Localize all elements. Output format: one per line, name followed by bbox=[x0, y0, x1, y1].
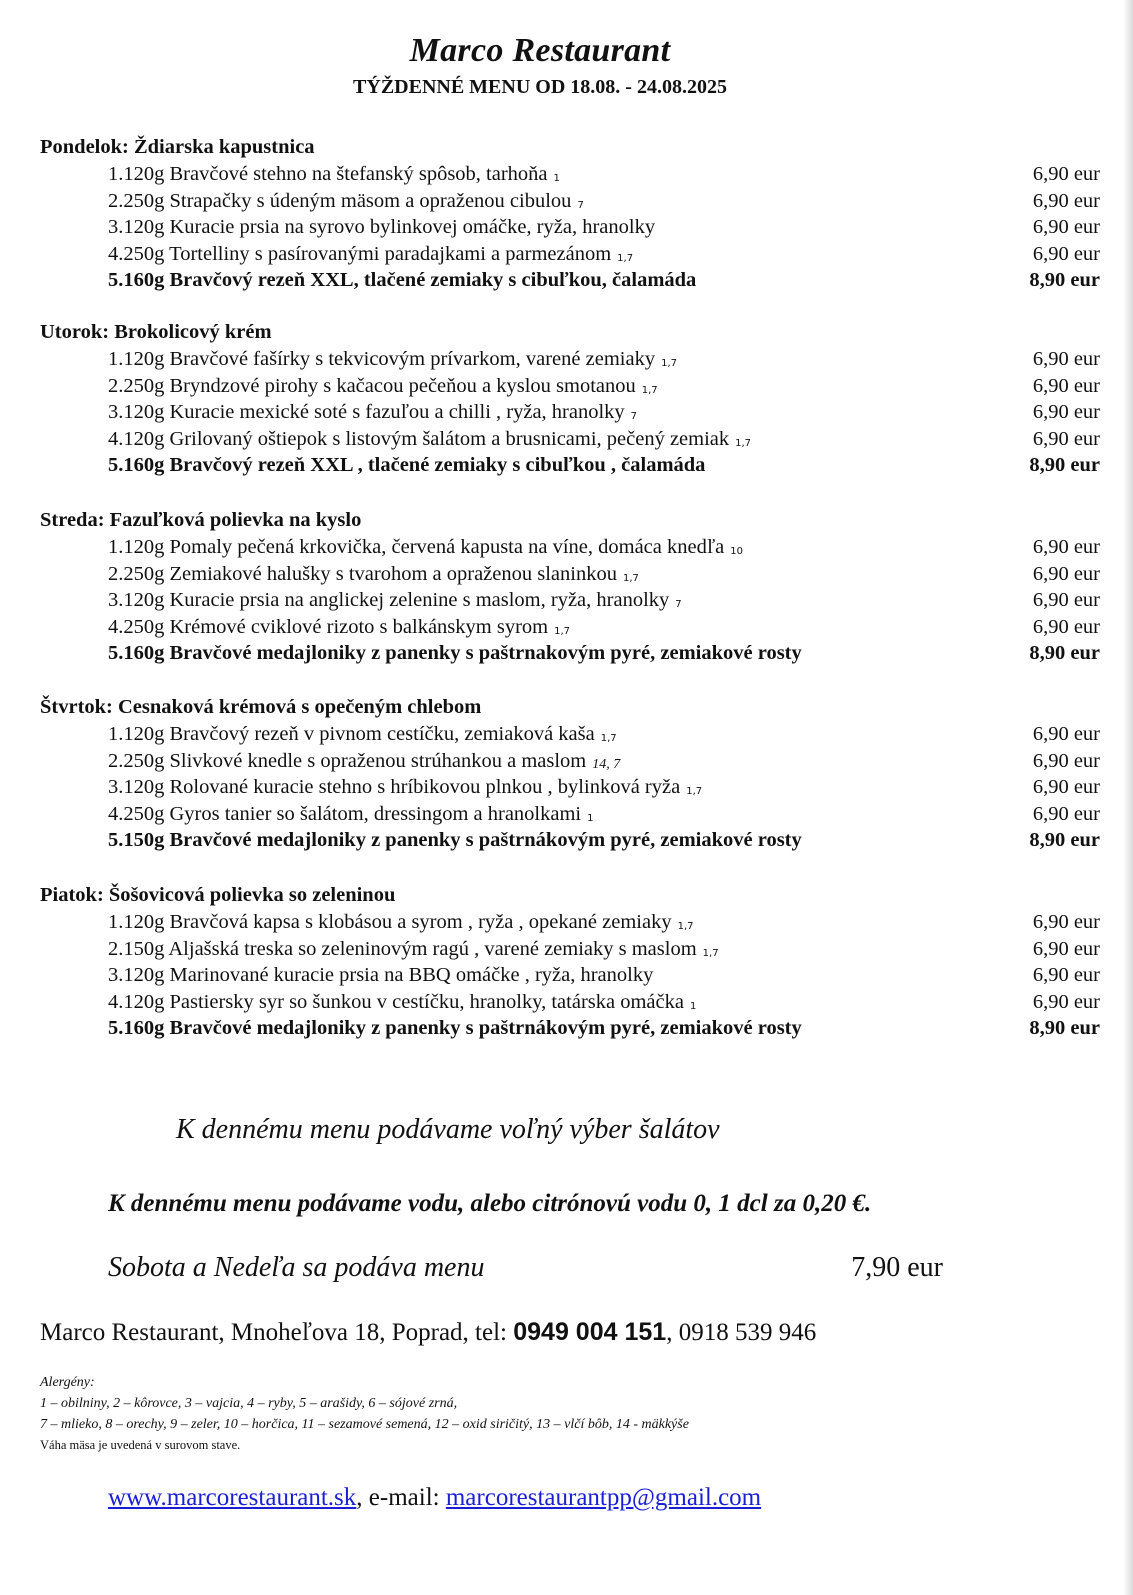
menu-item-text: 1.120g Bravčová kapsa s klobásou a syrom , ryža , opekané zemiaky bbox=[108, 911, 672, 933]
menu-item-price: 6,90 eur bbox=[1032, 401, 1100, 424]
restaurant-title: Marco Restaurant bbox=[409, 32, 671, 69]
menu-item-allergens: 1 bbox=[553, 173, 560, 184]
menu-item bbox=[40, 346, 1100, 373]
menu-item-allergens: 1,7 bbox=[686, 786, 703, 798]
menu-item-price: 6,90 eur bbox=[1032, 723, 1100, 745]
allergen-title: Alergény: bbox=[40, 1375, 95, 1390]
menu-item bbox=[40, 614, 1100, 641]
menu-item-price: 6,90 eur bbox=[1032, 163, 1100, 185]
menu-item bbox=[40, 214, 1100, 241]
menu-item-allergens: 7 bbox=[675, 599, 682, 611]
menu-item-text: 1.120g Bravčový rezeň v pivnom cestíčku, zemiaková kaša bbox=[108, 723, 595, 745]
menu-item bbox=[40, 561, 1100, 588]
menu-item-price: 8,90 eur bbox=[1029, 642, 1100, 665]
menu-item-text: 1.120g Pomaly pečená krkovička, červená kapusta na víne, domáca knedľa bbox=[108, 536, 725, 558]
menu-item-text: 3.120g Kuracie prsia na anglickej zelenine s maslom, ryža, hranolky bbox=[108, 589, 670, 612]
menu-item bbox=[40, 267, 1100, 294]
website-link[interactable]: www.marcorestaurant.sk bbox=[108, 1484, 357, 1511]
menu-item-text: 2.250g Slivkové knedle s opraženou strúhankou a maslom bbox=[108, 749, 587, 772]
menu-item-price: 8,90 eur bbox=[1029, 1017, 1100, 1040]
menu-item-allergens: 1,7 bbox=[554, 625, 571, 637]
menu-item-text: 4.120g Grilovaný oštiepok s listovým šalátom a brusnicami, pečený zemiak bbox=[108, 427, 730, 450]
menu-item-allergens: 14, 7 bbox=[592, 756, 621, 772]
menu-item bbox=[40, 801, 1100, 828]
menu-item-price: 6,90 eur bbox=[1032, 990, 1100, 1013]
menu-item-description bbox=[108, 640, 802, 667]
menu-item-text: 4.250g Krémové cviklové rizoto s balkánskym syrom bbox=[108, 615, 549, 638]
menu-item-allergens: 1,7 bbox=[661, 358, 677, 369]
menu-item-price: 6,90 eur bbox=[1032, 776, 1100, 799]
menu-item-text: 2.150g Aljašská treska so zeleninovým ragú , varené zemiaky s maslom bbox=[108, 937, 697, 960]
menu-item-allergens: 7 bbox=[577, 199, 584, 211]
menu-item-price: 6,90 eur bbox=[1032, 911, 1100, 933]
menu-item-price: 6,90 eur bbox=[1032, 427, 1100, 450]
menu-item bbox=[40, 827, 1100, 854]
menu-item-description bbox=[108, 267, 696, 294]
menu-item-allergens: 1,7 bbox=[735, 437, 752, 449]
allergen-legend bbox=[40, 1372, 689, 1456]
menu-item bbox=[40, 909, 1100, 936]
day-heading: Štvrtok: Cesnaková krémová s opečeným chlebom bbox=[40, 696, 482, 718]
email-label: , e-mail: bbox=[356, 1484, 446, 1511]
menu-item bbox=[40, 188, 1100, 215]
menu-item-allergens: 7 bbox=[630, 411, 638, 423]
menu-item-allergens: 1 bbox=[689, 1000, 697, 1012]
menu-item-allergens: 1,7 bbox=[702, 947, 719, 959]
menu-item-text: 3.120g Kuracie prsia na syrovo bylinkovej omáčke, ryža, hranolky bbox=[108, 216, 656, 239]
menu-item-allergens: 1,7 bbox=[600, 733, 617, 744]
menu-item bbox=[40, 399, 1100, 426]
menu-item-description bbox=[108, 214, 655, 241]
day-heading: Piatok: Šošovicová polievka so zeleninou bbox=[40, 884, 396, 906]
menu-item-text: 5.160g Bravčové medajloniky z panenky s paštrnákovým pyré, zemiakové rosty bbox=[108, 1017, 802, 1040]
menu-item-price: 6,90 eur bbox=[1032, 749, 1100, 772]
menu-date-range: TÝŽDENNÉ MENU OD 18.08. - 24.08.2025 bbox=[353, 76, 727, 98]
menu-item-text: 1.120g Bravčové stehno na štefanský spôsob, tarhoňa bbox=[108, 163, 548, 185]
menu-item-text: 5.150g Bravčové medajloniky z panenky s paštrnákovým pyré, zemiakové rosty bbox=[108, 829, 802, 852]
menu-item-text: 4.120g Pastiersky syr so šunkou v cestíčku, hranolky, tatárska omáčka bbox=[108, 990, 684, 1013]
menu-item-allergens: 10 bbox=[730, 546, 743, 557]
menu-item-price: 6,90 eur bbox=[1032, 536, 1100, 558]
weekend-menu-price: 7,90 eur bbox=[851, 1252, 943, 1283]
weekend-menu-note bbox=[108, 1252, 943, 1284]
allergen-line-1: 1 – obilniny, 2 – kôrovce, 3 – vajcia, 4 – ryby, 5 – arašidy, 6 – sójové zrná, bbox=[40, 1396, 458, 1411]
address-text: Marco Restaurant, Mnoheľova 18, Poprad, tel: bbox=[40, 1319, 514, 1346]
menu-item-price: 6,90 eur bbox=[1032, 615, 1100, 638]
menu-item-price: 6,90 eur bbox=[1032, 562, 1100, 585]
menu-item bbox=[40, 587, 1100, 614]
menu-item-description bbox=[108, 1015, 802, 1042]
salad-note: K dennému menu podávame voľný výber šalátov bbox=[176, 1114, 720, 1145]
day-section bbox=[40, 319, 1100, 479]
menu-item-description bbox=[108, 827, 802, 854]
menu-item-allergens: 1,7 bbox=[617, 252, 634, 264]
menu-item-price: 6,90 eur bbox=[1032, 964, 1100, 987]
menu-item-price: 6,90 eur bbox=[1032, 802, 1100, 825]
water-note: K dennému menu podávame vodu, alebo citrónovú vodu 0, 1 dcl za 0,20 €. bbox=[108, 1190, 872, 1217]
menu-item-text: 4.250g Tortelliny s pasírovanými paradajkami a parmezánom bbox=[108, 242, 612, 265]
menu-item-text: 5.160g Bravčový rezeň XXL , tlačené zemiaky s cibuľkou , čalamáda bbox=[108, 454, 706, 477]
day-section bbox=[40, 694, 1100, 854]
menu-item bbox=[40, 721, 1100, 748]
menu-item bbox=[40, 241, 1100, 268]
menu-item-text: 2.250g Zemiakové halušky s tvarohom a opraženou slaninkou bbox=[108, 562, 617, 585]
menu-item bbox=[40, 748, 1100, 775]
menu-item-allergens: 1,7 bbox=[677, 921, 694, 932]
menu-item-text: 5.160g Bravčový rezeň XXL, tlačené zemiaky s cibuľkou, čalamáda bbox=[108, 269, 697, 292]
menu-item bbox=[40, 161, 1100, 188]
menu-item-text: 3.120g Rolované kuracie stehno s hríbikovou plnkou , bylinková ryža bbox=[108, 776, 681, 799]
menu-item bbox=[40, 534, 1100, 561]
menu-item-allergens: 1 bbox=[587, 812, 594, 824]
menu-item-price: 6,90 eur bbox=[1032, 348, 1100, 370]
menu-item bbox=[40, 936, 1100, 963]
menu-item bbox=[40, 1015, 1100, 1042]
weight-note: Váha mäsa je uvedená v surovom stave. bbox=[40, 1438, 241, 1452]
menu-item-description bbox=[108, 962, 653, 989]
menu-item-price: 8,90 eur bbox=[1029, 269, 1100, 292]
menu-item-price: 8,90 eur bbox=[1029, 829, 1100, 852]
menu-item-price: 8,90 eur bbox=[1029, 454, 1100, 477]
menu-item-allergens: 1,7 bbox=[622, 572, 639, 584]
menu-item bbox=[40, 452, 1100, 479]
menu-item-text: 3.120g Marinované kuracie prsia na BBQ omáčke , ryža, hranolky bbox=[108, 964, 654, 987]
day-section bbox=[40, 882, 1100, 1042]
menu-item-text: 5.160g Bravčové medajloniky z panenky s paštrnakovým pyré, zemiakové rosty bbox=[108, 642, 802, 665]
day-heading: Streda: Fazuľková polievka na kyslo bbox=[40, 509, 362, 531]
phone-secondary: , 0918 539 946 bbox=[666, 1319, 817, 1346]
menu-item-price: 6,90 eur bbox=[1032, 937, 1100, 960]
menu-item-text: 4.250g Gyros tanier so šalátom, dressingom a hranolkami bbox=[108, 802, 582, 825]
day-section bbox=[40, 507, 1100, 667]
weekend-menu-label: Sobota a Nedeľa sa podáva menu bbox=[108, 1252, 485, 1283]
links-line bbox=[108, 1484, 761, 1512]
menu-item bbox=[40, 962, 1100, 989]
menu-item-price: 6,90 eur bbox=[1032, 589, 1100, 612]
menu-item-price: 6,90 eur bbox=[1032, 189, 1100, 212]
menu-item bbox=[40, 373, 1100, 400]
menu-item-text: 2.250g Bryndzové pirohy s kačacou pečeňou a kyslou smotanou bbox=[108, 374, 636, 397]
contact-line bbox=[40, 1318, 816, 1347]
menu-item-price: 6,90 eur bbox=[1032, 242, 1100, 265]
menu-item-price: 6,90 eur bbox=[1032, 374, 1100, 397]
menu-item bbox=[40, 774, 1100, 801]
menu-item bbox=[40, 989, 1100, 1016]
page-edge-shadow bbox=[1123, 0, 1133, 1595]
menu-item-text: 1.120g Bravčové fašírky s tekvicovým prívarkom, varené zemiaky bbox=[108, 348, 656, 370]
phone-primary: 0949 004 151 bbox=[513, 1318, 667, 1346]
email-link[interactable]: marcorestaurantpp@gmail.com bbox=[445, 1484, 762, 1511]
allergen-line-2: 7 – mlieko, 8 – orechy, 9 – zeler, 10 – horčica, 11 – sezamové semená, 12 – oxid siričitý, 13 – vlčí bôb, 14 - mäkkýše bbox=[40, 1417, 689, 1432]
menu-item-text: 2.250g Strapačky s údeným mäsom a opraženou cibulou bbox=[108, 189, 572, 212]
menu-item bbox=[40, 640, 1100, 667]
menu-item-allergens: 1,7 bbox=[641, 384, 658, 396]
day-section bbox=[40, 134, 1100, 294]
menu-item bbox=[40, 426, 1100, 453]
menu-item-description bbox=[108, 452, 705, 479]
menu-item-price: 6,90 eur bbox=[1032, 216, 1100, 239]
day-heading: Pondelok: Ždiarska kapustnica bbox=[40, 136, 315, 158]
day-heading: Utorok: Brokolicový krém bbox=[40, 321, 272, 343]
menu-item-text: 3.120g Kuracie mexické soté s fazuľou a chilli , ryža, hranolky bbox=[108, 401, 625, 424]
